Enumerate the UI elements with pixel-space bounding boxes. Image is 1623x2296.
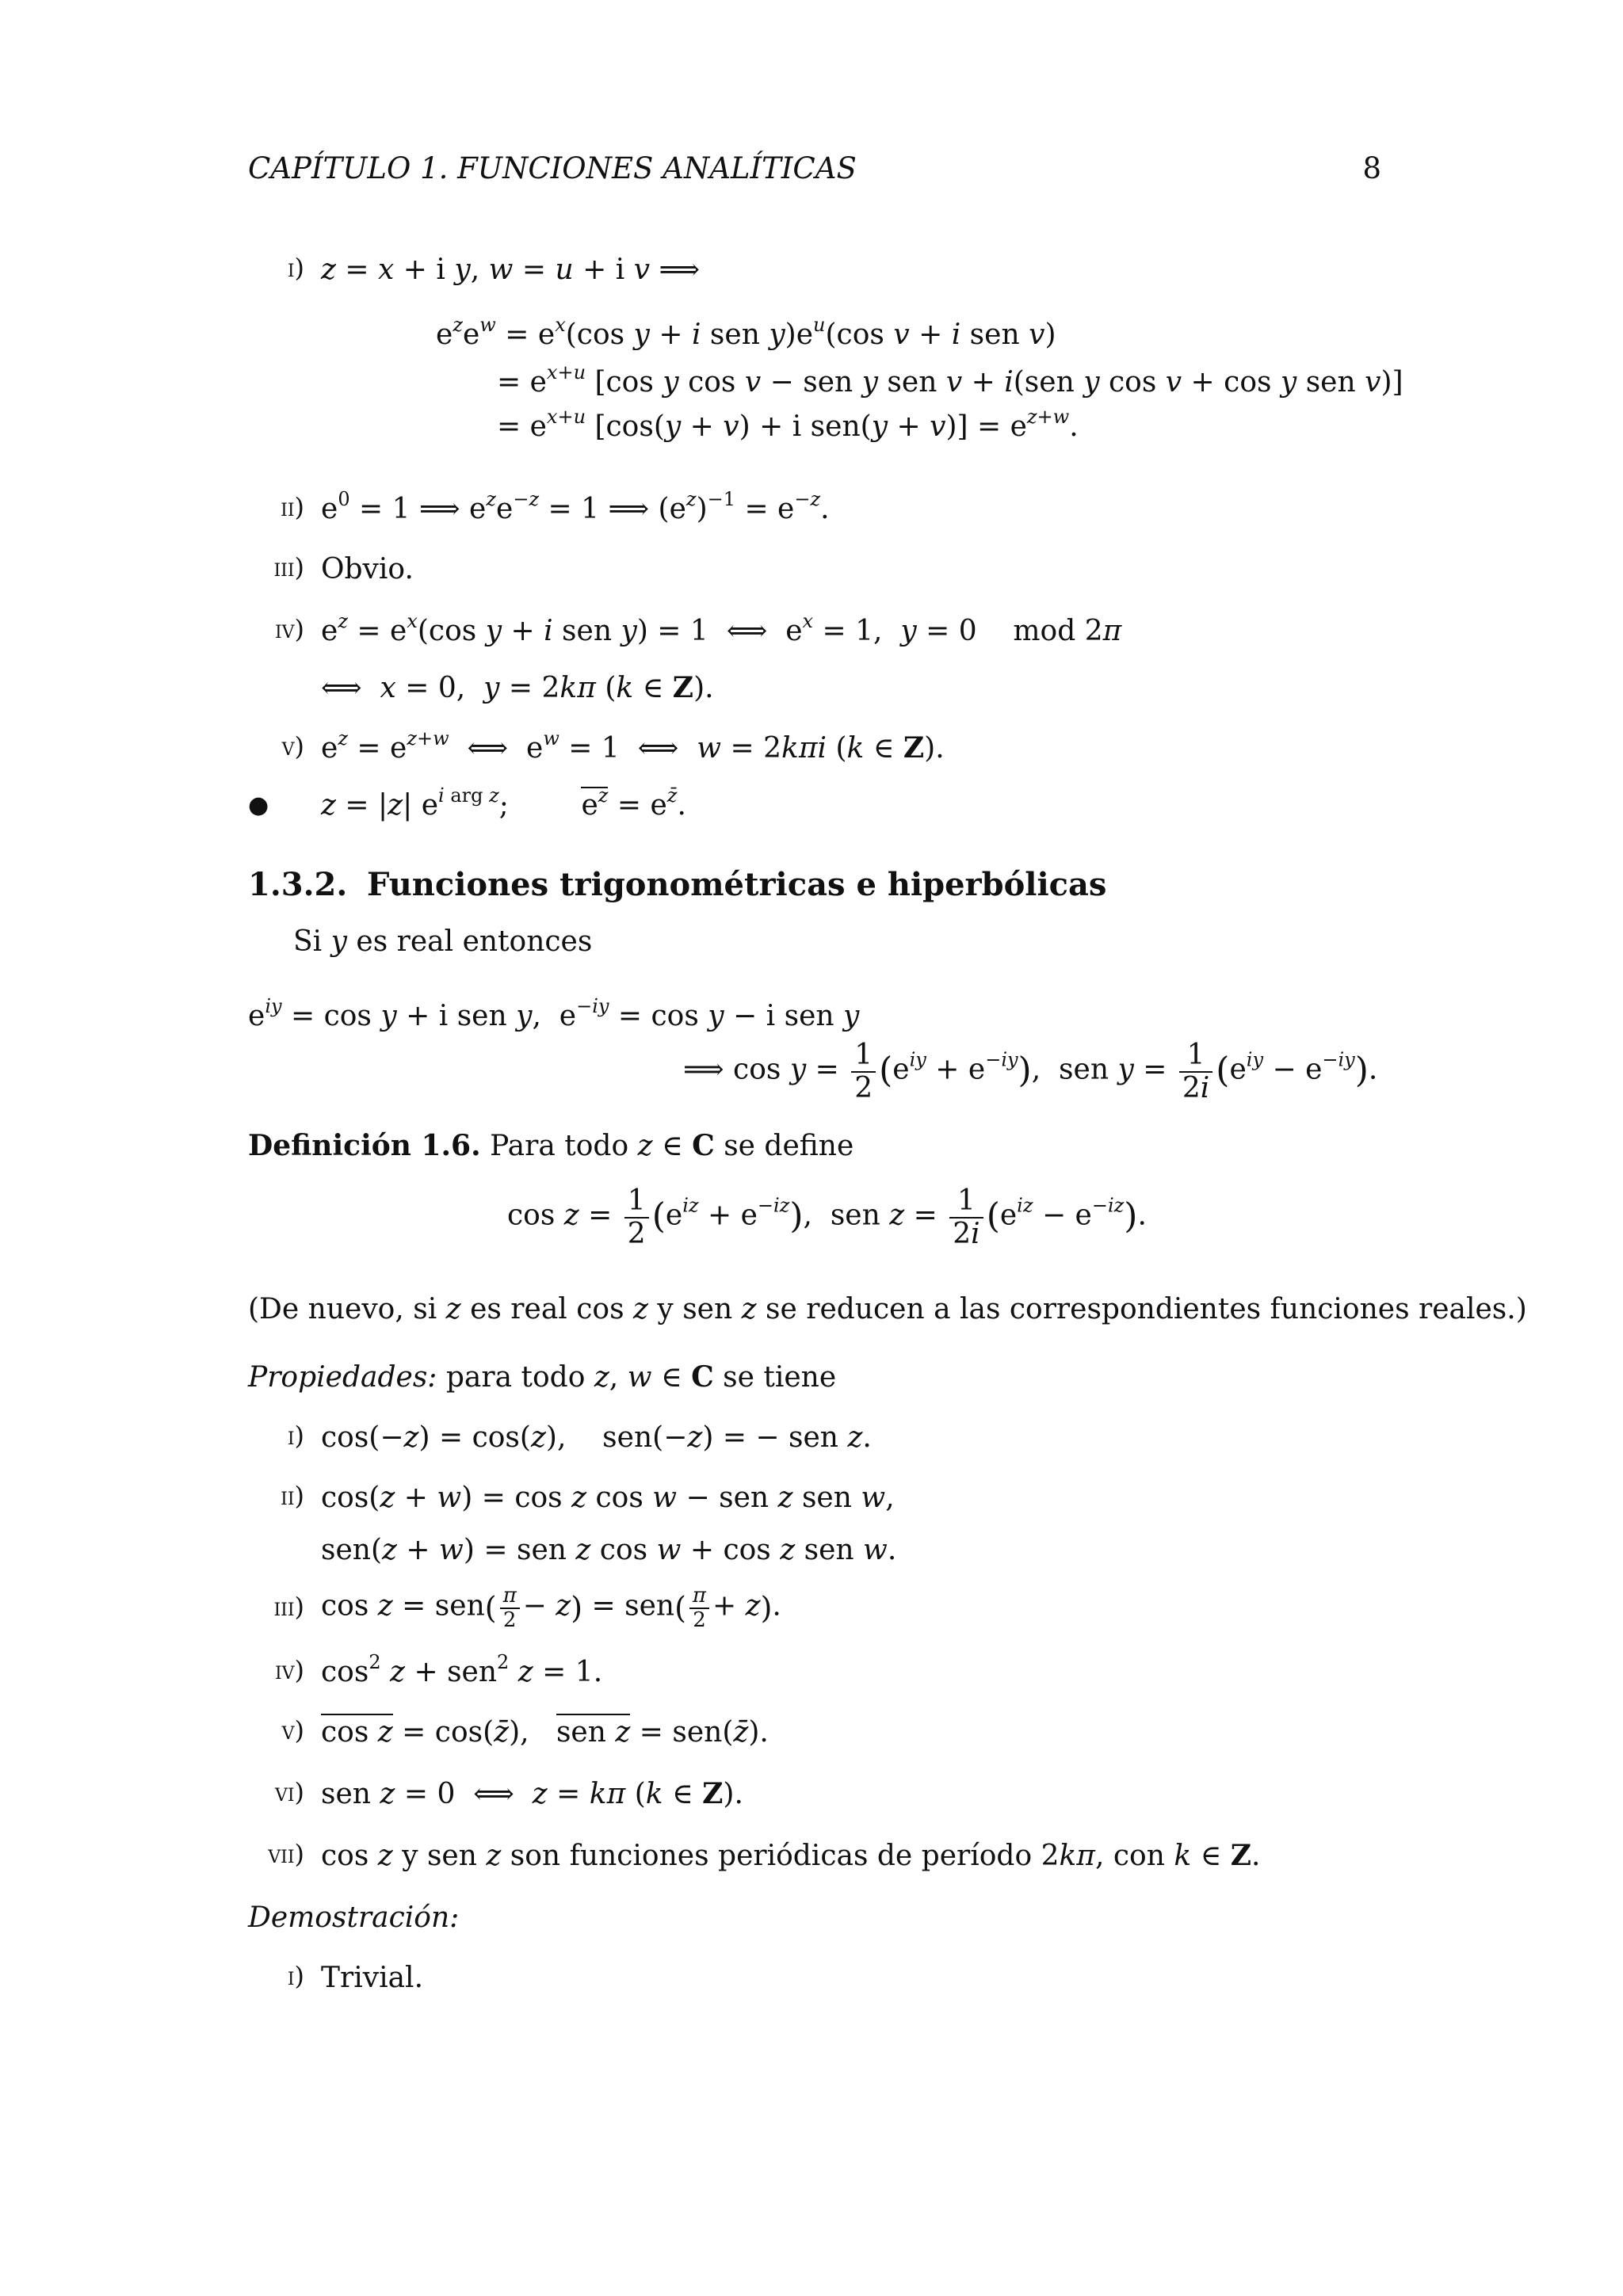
- property-v: cos z = cos(z̄), sen z = sen(z̄).: [321, 1714, 769, 1750]
- item-label: iv): [274, 614, 304, 644]
- property-vii: cos z y sen z son funciones periódicas de período 2kπ, con k ∈ Z.: [321, 1839, 1261, 1872]
- properties-heading: [248, 1360, 836, 1395]
- page-number: 8: [1362, 151, 1381, 185]
- proof-item-i: Trivial.: [321, 1962, 424, 1994]
- section-number: 1.3.2.: [248, 866, 348, 903]
- exp-eq-line-2: = $e^{x+u}$ [cos y cos v − sen y sen v + i(sen y cos v + cos y sen v)]: [497, 361, 1403, 399]
- exp-item-iv-line-2: ⟺ x = 0, y = 2kπ (k ∈ Z).: [321, 671, 714, 704]
- properties-heading-rest: para todo z, w ∈ C se tiene: [445, 1360, 837, 1394]
- item-label: iv): [274, 1655, 304, 1685]
- bullet-icon: ●: [248, 791, 269, 819]
- item-label: v): [281, 731, 304, 761]
- property-ii-line-2: sen(z + w) = sen z cos w + cos z sen w.: [321, 1534, 897, 1566]
- properties-heading-label: Propiedades:: [248, 1361, 437, 1394]
- definition-note: (De nuevo, si z es real cos z y sen z se reducen a las correspondientes funciones reales.): [248, 1293, 1527, 1325]
- property-i: cos(−z) = cos(z), sen(−z) = − sen z.: [321, 1421, 872, 1454]
- bullet-polar-form: z = |z| $e^{i arg z}$; $e^z = e^{z̄}$.: [321, 784, 686, 822]
- exp-eq-line-3: = $e^{x+u}$ [cos(y + v) + i $sen(y + v)] = e^{z+w}$.: [497, 406, 1079, 443]
- property-iv: $\cos^2 z + sen^2$ z = 1.: [321, 1651, 603, 1688]
- exp-item-ii: $e^0 = 1$ ⟹ $e^ze^{-z} = 1$ ⟹ $(e^z)^{-1} = e^{-z}$.: [321, 488, 830, 525]
- running-header: CAPÍTULO 1. FUNCIONES ANALÍTICAS: [248, 151, 857, 185]
- exp-item-iii: Obvio.: [321, 553, 414, 585]
- item-label: iii): [273, 552, 304, 582]
- item-label: ii): [281, 492, 304, 522]
- definition-label: Definición 1.6.: [248, 1129, 481, 1162]
- exp-item-iv-line-1: $e^z = e^x(\cos$ y + i sen y) = 1 ⟺ $e^x = 1$, y = 0 mod 2π: [321, 610, 1122, 647]
- item-label: i): [287, 253, 304, 283]
- property-iii: cos z = sen( $\frac{\pi}{2}$ − z) = sen( $\frac{\pi}{2}$ + z).: [321, 1584, 781, 1632]
- item-label: ii): [281, 1481, 304, 1511]
- exp-item-v: $e^z = e^{z+w}$ ⟺ $e^w = 1$ ⟺ w = 2kπi (k ∈ Z).: [321, 727, 945, 765]
- item-label: vii): [268, 1839, 304, 1869]
- section-intro: Si y es real entonces: [293, 925, 593, 958]
- exp-hypothesis: z = x + i y, w = u + i v ⟹: [321, 254, 701, 286]
- item-label: i): [287, 1421, 304, 1451]
- definition-formula: cos z = $\frac{1}{2}$ $(e^{iz} + e^{-iz})$, sen z = $\frac{1}{2i}$ $(e^{iz} - e^{-iz})$.: [507, 1184, 1147, 1250]
- property-vi: sen z = 0 ⟺ z = kπ (k ∈ Z).: [321, 1777, 743, 1810]
- item-label: vi): [274, 1777, 304, 1807]
- item-label: iii): [273, 1592, 304, 1622]
- item-label: i): [287, 1961, 304, 1991]
- proof-heading: Demostración:: [248, 1901, 460, 1934]
- definition-text: Para todo z ∈ C se define: [490, 1129, 854, 1162]
- section-title: Funciones trigonométricas e hiperbólicas: [367, 866, 1107, 903]
- euler-formulas: $e^{iy} = \cos y + i$ sen y, $e^{-iy} = \cos y - i$ sen y: [248, 995, 860, 1032]
- item-label: v): [281, 1715, 304, 1745]
- definition-1-6: [248, 1128, 854, 1164]
- exp-eq-line-1: $e^ze^w = e^x(\cos$ y + i sen $y)e^u(\cos$ v + i sen v): [436, 314, 1056, 351]
- cos-sen-from-euler: ⟹ cos y = $\frac{1}{2}$ $(e^{iy} + e^{-iy})$, sen y = $\frac{1}{2i}$ $(e^{iy} - e^{-iy})$.: [683, 1039, 1378, 1104]
- property-ii-line-1: cos(z + w) = cos z cos w − sen z sen w,: [321, 1482, 895, 1514]
